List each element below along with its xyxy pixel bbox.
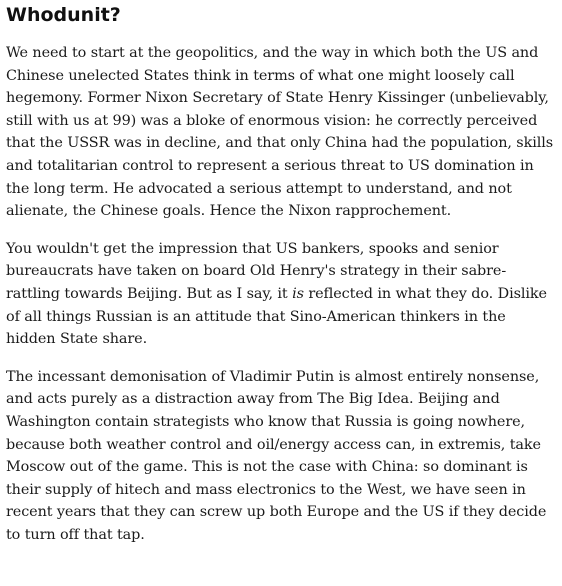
paragraph-kissinger: We need to start at the geopolitics, and the way in which both the US and Chinese unelected States think in terms of what one might loosely call hegemony. Former Nixon Secretary of State Henry Kissinger (unbelievably, still with us at 99) was a bloke of enormous vision: he correctly perceived that the USSR was in decline, and that only China had the population, skills and totalitarian control to represent a serious threat to US domination in the long term. He advocated a serious attempt to understand, and not alienate, the Chinese goals. Hence the Nixon rapprochement. [6, 45, 554, 220]
paragraph-sabre-rattling [6, 238, 558, 351]
paragraph-text-before-emphasis: You wouldn't get the impression that US bankers, spooks and senior bureaucrats have taken on board Old Henry's strategy in their sabre-rattling towards Beijing. But as I say, it [6, 240, 507, 302]
emphasis-text: is [292, 285, 304, 302]
article [6, 0, 558, 546]
paragraph-putin: The incessant demonisation of Vladimir Putin is almost entirely nonsense, and acts purely as a distraction away from The Big Idea. Beijing and Washington contain strategists who know that Russia is going nowhere, because both weather control and oil/energy access can, in extremis, take Moscow out of the game. This is not the case with China: so dominant is their supply of hitech and mass electronics to the West, we have seen in recent years that they can screw up both Europe and the US if they decide to turn off that tap. [6, 368, 547, 543]
article-title: Whodunit? [6, 4, 121, 26]
paragraph-text-after-emphasis: reflected in what they do. Dislike of all things Russian is an attitude that Sino-American thinkers in the hidden State share. [6, 285, 547, 348]
